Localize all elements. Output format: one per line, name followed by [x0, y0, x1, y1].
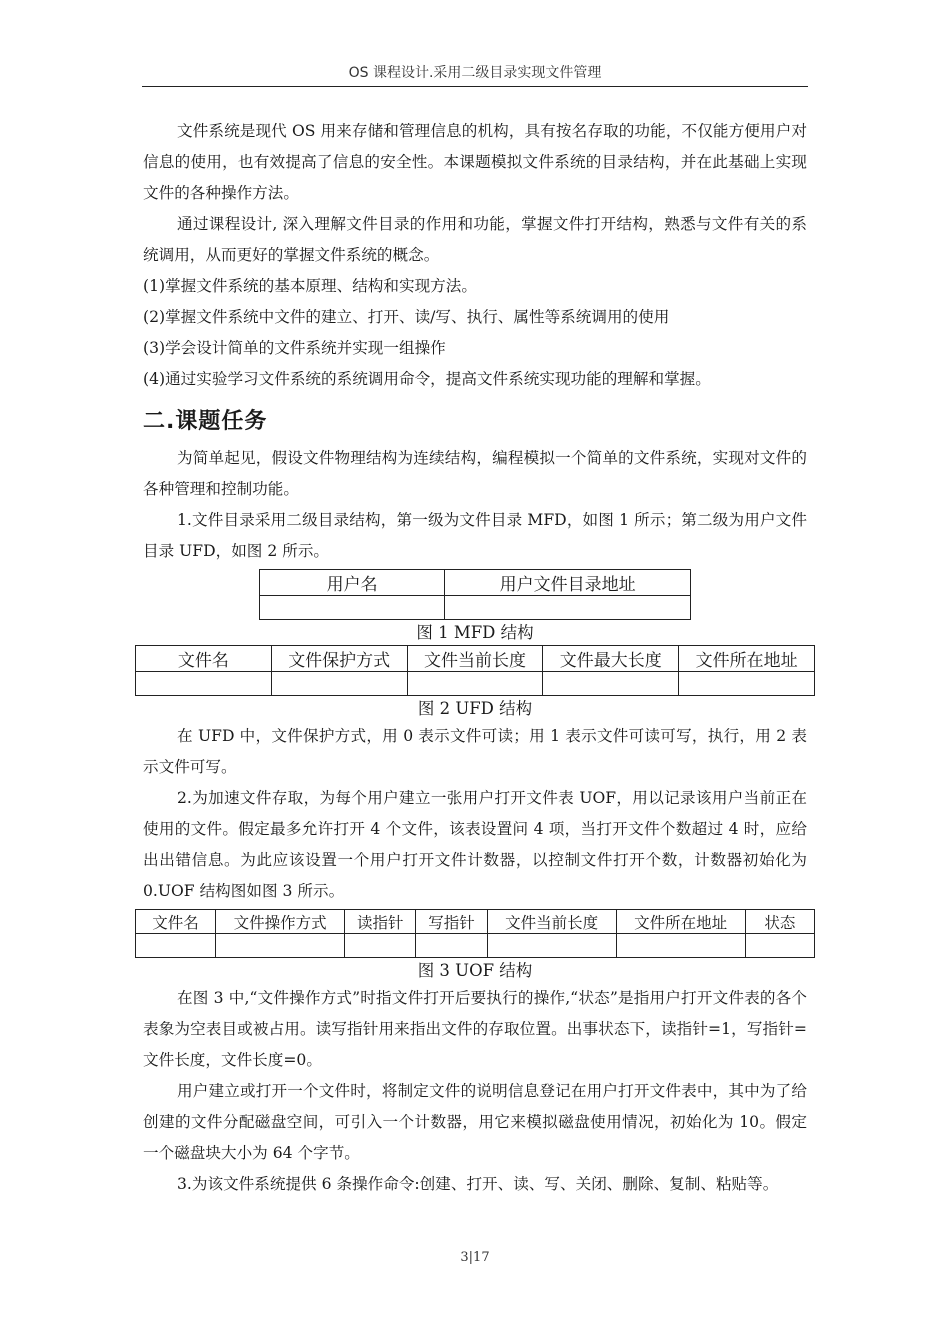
table-cell [407, 672, 543, 696]
table-cell [487, 934, 616, 958]
task-paragraph-2: 1.文件目录采用二级目录结构，第一级为文件目录 MFD，如图 1 所示；第二级为用户文件目录 UFD，如图 2 所示。 [143, 511, 807, 560]
task-paragraph-1: 为简单起见，假设文件物理结构为连续结构，编程模拟一个简单的文件系统，实现对文件的各种管理和控制功能。 [143, 449, 807, 498]
table-header-cell: 状态 [745, 910, 814, 934]
task-paragraph-3: 在 UFD 中，文件保护方式，用 0 表示文件可读；用 1 表示文件可读可写，执行，用 2 表示文件可写。 [143, 727, 807, 776]
table-header-row [260, 570, 691, 596]
table-row [136, 672, 815, 696]
objective-item-4: (4)通过实验学习文件系统的系统调用命令，提高文件系统实现功能的理解和掌握。 [143, 370, 711, 388]
table-cell [260, 596, 445, 620]
table-header-cell: 文件当前长度 [487, 910, 616, 934]
page-number: 3|17 [460, 1250, 490, 1265]
table-cell [136, 672, 272, 696]
table-cell [216, 934, 345, 958]
task-paragraph-4: 2.为加速文件存取，为每个用户建立一张用户打开文件表 UOF，用以记录该用户当前正在使用的文件。假定最多允许打开 4 个文件，该表设置问 4 项，当打开文件个数超过 4 时，应给出出错信息。为此应该设置一个用户打开文件计数器，以控制文件打开个数，计数器初始化为 0.UOF 结构图如图 3 所示。 [143, 789, 807, 900]
table-cell [745, 934, 814, 958]
table-cell [271, 672, 407, 696]
table-header-cell: 文件操作方式 [216, 910, 345, 934]
figure-caption-1: 图 1 MFD 结构 [416, 623, 534, 642]
table-header-cell: 文件所在地址 [679, 646, 815, 672]
table-row [260, 596, 691, 620]
document-body [143, 116, 807, 1200]
table-cell [543, 672, 679, 696]
figure-caption-3: 图 3 UOF 结构 [417, 961, 533, 980]
intro-paragraph-2: 通过课程设计, 深入理解文件目录的作用和功能，掌握文件打开结构，熟悉与文件有关的系统调用，从而更好的掌握文件系统的概念。 [143, 215, 807, 264]
table-cell [136, 934, 216, 958]
table-header-cell: 读指针 [345, 910, 416, 934]
intro-paragraph-1: 文件系统是现代 OS 用来存储和管理信息的机构，具有按名存取的功能，不仅能方便用户对信息的使用，也有效提高了信息的安全性。本课题模拟文件系统的目录结构，并在此基础上实现文件的各种操作方法。 [143, 122, 807, 202]
ufd-table [135, 645, 815, 696]
table-header-cell: 写指针 [416, 910, 487, 934]
figure-caption-2: 图 2 UFD 结构 [417, 699, 533, 718]
table-header-cell: 文件保护方式 [271, 646, 407, 672]
table-row [136, 934, 815, 958]
objective-item-1: (1)掌握文件系统的基本原理、结构和实现方法。 [143, 277, 477, 295]
task-paragraph-6: 用户建立或打开一个文件时，将制定文件的说明信息登记在用户打开文件表中，其中为了给创建的文件分配磁盘空间，可引入一个计数器，用它来模拟磁盘使用情况，初始化为 10。假定一个磁盘块大小为 64 个字节。 [143, 1082, 807, 1162]
task-paragraph-7: 3.为该文件系统提供 6 条操作命令:创建、打开、读、写、关闭、删除、复制、粘贴等。 [177, 1175, 779, 1193]
page-header: OS 课程设计.采用二级目录实现文件管理 [142, 62, 808, 87]
table-cell [679, 672, 815, 696]
table-header-cell: 文件所在地址 [616, 910, 745, 934]
table-header-cell: 文件名 [136, 646, 272, 672]
table-cell [616, 934, 745, 958]
section-heading: 二.课题任务 [143, 409, 268, 434]
table-header-cell: 文件当前长度 [407, 646, 543, 672]
table-header-cell: 用户名 [260, 570, 445, 596]
table-header-cell: 文件最大长度 [543, 646, 679, 672]
objective-item-2: (2)掌握文件系统中文件的建立、打开、读/写、执行、属性等系统调用的使用 [143, 308, 670, 326]
table-cell [345, 934, 416, 958]
uof-table [135, 909, 815, 958]
table-header-row [136, 910, 815, 934]
mfd-table [259, 569, 691, 620]
task-paragraph-5: 在图 3 中,“文件操作方式”时指文件打开后要执行的操作,“状态”是指用户打开文件表的各个表象为空表目或被占用。读写指针用来指出文件的存取位置。出事状态下，读指针=1，写指针=文件长度，文件长度=0。 [143, 989, 807, 1069]
table-cell [445, 596, 691, 620]
table-header-cell: 文件名 [136, 910, 216, 934]
objective-item-3: (3)学会设计简单的文件系统并实现一组操作 [143, 339, 446, 357]
table-cell [416, 934, 487, 958]
table-header-cell: 用户文件目录地址 [445, 570, 691, 596]
table-header-row [136, 646, 815, 672]
